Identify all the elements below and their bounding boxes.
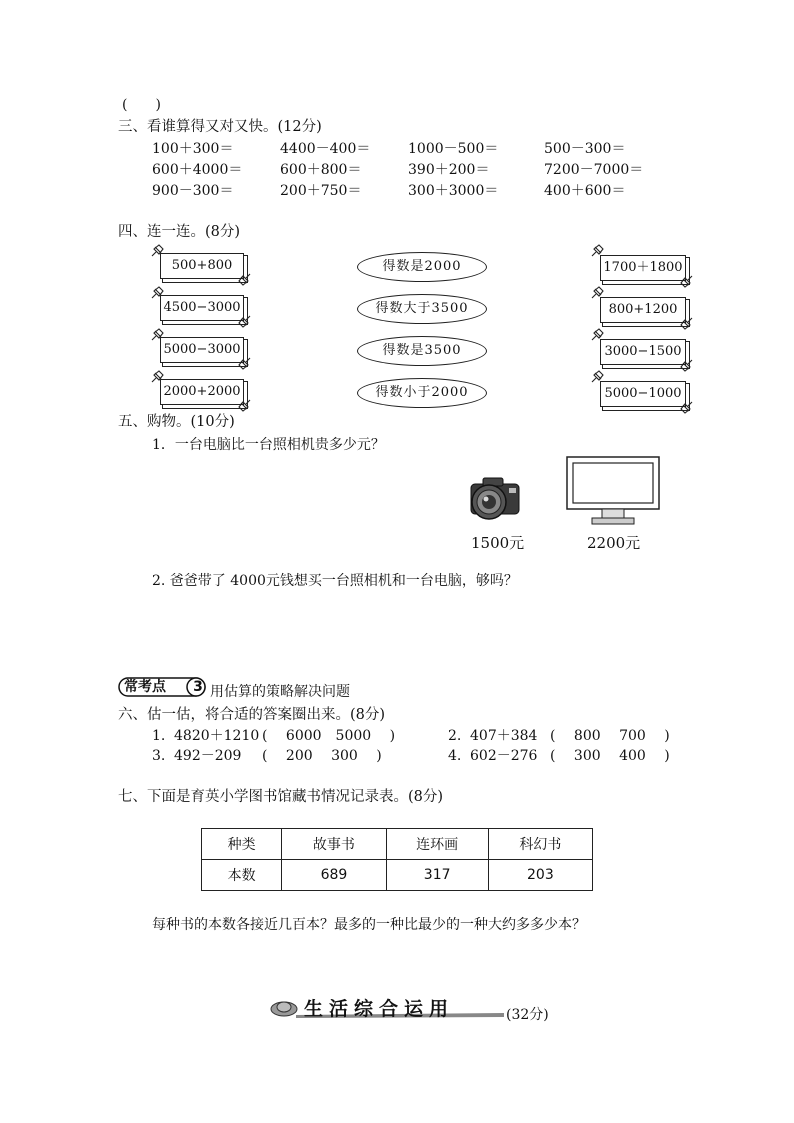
banner-score: (32分)	[506, 1007, 549, 1023]
section-5-title: 五、购物。(10分)	[118, 414, 235, 430]
table-cell: 连环画	[386, 829, 488, 860]
pushpin-icon	[150, 328, 164, 342]
section-4-title: 四、连一连。(8分)	[118, 224, 241, 240]
estimate-expr: 4820＋1210	[174, 728, 260, 744]
calc-item: 300＋3000＝	[408, 183, 499, 199]
calc-item: 600＋4000＝	[152, 162, 243, 178]
result-ellipse[interactable]: 得数是2000	[357, 252, 487, 282]
pushpin-icon	[238, 272, 252, 286]
section-7-question: 每种书的本数各接近几百本？最多的一种比最少的一种大约多多少本？	[152, 917, 586, 933]
estimate-num: 3.	[152, 748, 166, 764]
pushpin-icon	[238, 398, 252, 412]
pushpin-icon	[680, 274, 694, 288]
calc-item: 1000－500＝	[408, 141, 499, 157]
calc-item: 600＋800＝	[280, 162, 362, 178]
camera-price: 1500元	[471, 534, 525, 552]
estimate-expr: 492－209	[174, 748, 242, 764]
right-expr-card[interactable]: 3000−1500	[600, 339, 686, 365]
result-ellipse[interactable]: 得数是3500	[357, 336, 487, 366]
estimate-expr: 407＋384	[470, 728, 538, 744]
table-cell: 本数	[202, 860, 282, 891]
calc-item: 400＋600＝	[544, 183, 626, 199]
pushpin-icon	[150, 286, 164, 300]
monitor-icon	[566, 456, 662, 528]
estimate-choices[interactable]: ( 300 400 )	[550, 748, 670, 764]
right-expr-card[interactable]: 800+1200	[600, 297, 686, 323]
right-expr-card[interactable]: 1700＋1800	[600, 255, 686, 281]
camera-icon	[465, 474, 523, 522]
question-2: 2. 爸爸带了 4000元钱想买一台照相机和一台电脑，够吗？	[152, 573, 518, 589]
calc-item: 100＋300＝	[152, 141, 234, 157]
left-expr-card[interactable]: 2000+2000	[160, 379, 244, 405]
book-table	[201, 828, 593, 891]
pushpin-icon	[590, 328, 604, 342]
table-cell: 689	[282, 860, 386, 891]
table-cell: 故事书	[282, 829, 386, 860]
badge-number: 3	[193, 679, 203, 695]
section-7-title: 七、下面是育英小学图书馆藏书情况记录表。(8分)	[118, 789, 444, 805]
table-row	[202, 860, 593, 891]
banner-title: 生活综合运用	[304, 998, 455, 1020]
estimate-choices[interactable]: ( 6000 5000 )	[262, 728, 396, 744]
left-expr-card[interactable]: 500+800	[160, 253, 244, 279]
pushpin-icon	[680, 400, 694, 414]
estimate-num: 1.	[152, 728, 166, 744]
computer-price: 2200元	[587, 534, 641, 552]
calc-item: 7200－7000＝	[544, 162, 644, 178]
pushpin-icon	[150, 370, 164, 384]
estimate-expr: 602－276	[470, 748, 538, 764]
pushpin-icon	[680, 316, 694, 330]
right-expr-card[interactable]: 5000−1000	[600, 381, 686, 407]
result-ellipse[interactable]: 得数大于3500	[357, 294, 487, 324]
question-1: 1．一台电脑比一台照相机贵多少元？	[152, 437, 385, 453]
table-cell: 种类	[202, 829, 282, 860]
answer-paren: ( )	[122, 97, 161, 113]
pushpin-icon	[590, 244, 604, 258]
calc-item: 900－300＝	[152, 183, 234, 199]
pushpin-icon	[590, 286, 604, 300]
left-expr-card[interactable]: 4500−3000	[160, 295, 244, 321]
badge-topic: 用估算的策略解决问题	[210, 684, 350, 700]
pushpin-icon	[238, 314, 252, 328]
section-3-title: 三、看谁算得又对又快。(12分)	[118, 119, 322, 135]
estimate-choices[interactable]: ( 200 300 )	[262, 748, 382, 764]
left-expr-card[interactable]: 5000−3000	[160, 337, 244, 363]
calc-item: 390＋200＝	[408, 162, 490, 178]
pushpin-icon	[150, 244, 164, 258]
estimate-choices[interactable]: ( 800 700 )	[550, 728, 670, 744]
pushpin-icon	[590, 370, 604, 384]
section-6-title: 六、估一估，将合适的答案圈出来。(8分)	[118, 707, 386, 723]
estimate-num: 4.	[448, 748, 462, 764]
calc-item: 4400－400＝	[280, 141, 371, 157]
table-cell: 317	[386, 860, 488, 891]
calc-item: 500－300＝	[544, 141, 626, 157]
table-cell: 203	[488, 860, 592, 891]
badge-label: 常考点	[124, 679, 166, 695]
table-row	[202, 829, 593, 860]
pushpin-icon	[680, 358, 694, 372]
pushpin-icon	[238, 356, 252, 370]
calc-item: 200＋750＝	[280, 183, 362, 199]
table-cell: 科幻书	[488, 829, 592, 860]
estimate-num: 2.	[448, 728, 462, 744]
result-ellipse[interactable]: 得数小于2000	[357, 378, 487, 408]
